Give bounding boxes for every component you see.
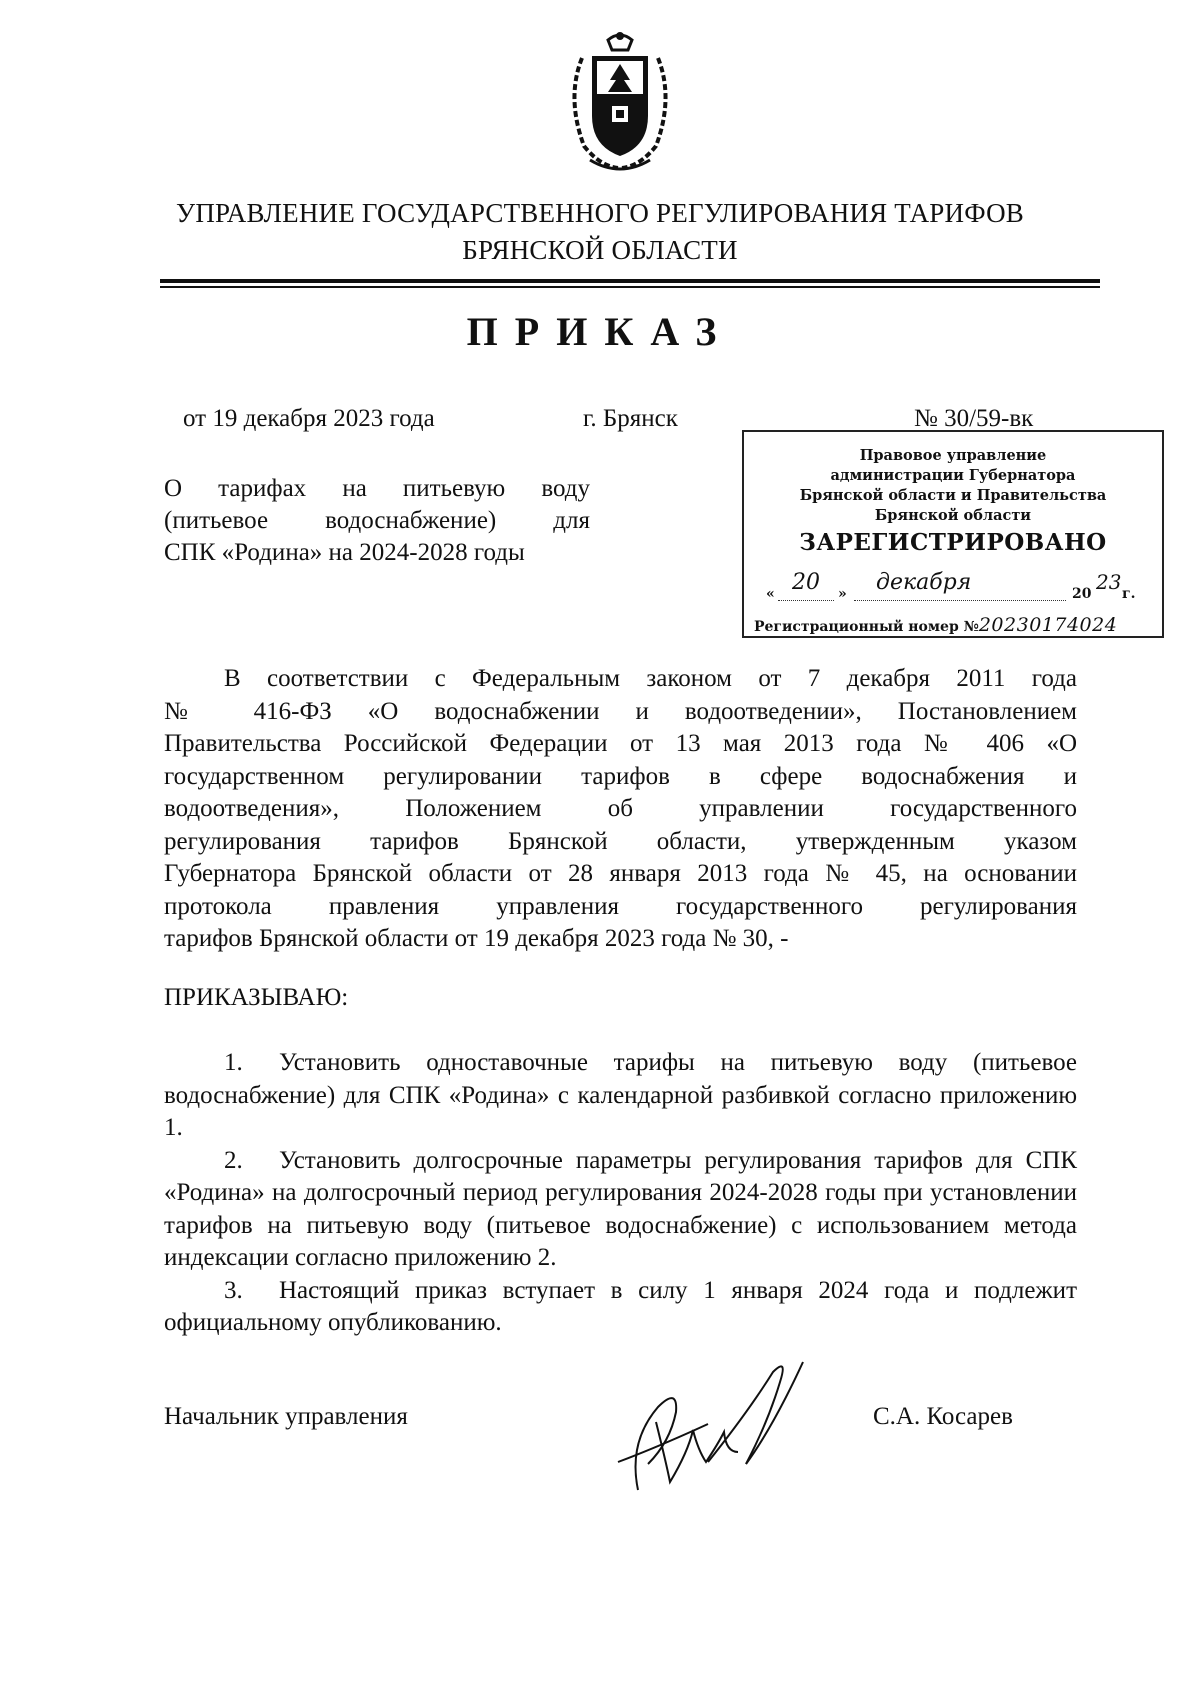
header-divider-thin bbox=[160, 286, 1100, 288]
stamp-date-row bbox=[766, 570, 1156, 606]
document-number: № 30/59-вк bbox=[914, 405, 1034, 432]
document-date: от 19 декабря 2023 года bbox=[183, 405, 435, 432]
preamble-line: Губернатора Брянской области от 28 января 2013 года № 45, на основании bbox=[164, 860, 1077, 887]
preamble-line: В соответствии с Федеральным законом от 7 декабря 2011 года bbox=[224, 665, 1077, 692]
order-item bbox=[164, 1145, 1077, 1275]
stamp-status: ЗАРЕГИСТРИРОВАНО bbox=[799, 529, 1107, 556]
organization-name-line2: БРЯНСКОЙ ОБЛАСТИ bbox=[462, 235, 738, 265]
quote-mark: « bbox=[766, 586, 775, 602]
document-subject bbox=[164, 473, 590, 569]
stamp-regnum-label: Регистрационный номер № bbox=[754, 619, 979, 635]
stamp-line: Правовое управление bbox=[859, 447, 1047, 464]
stamp-year-prefix: 20 bbox=[1072, 586, 1092, 602]
stamp-line: Брянской области bbox=[874, 507, 1032, 524]
stamp-line: администрации Губернатора bbox=[830, 467, 1076, 484]
preamble-line: № 416-ФЗ «О водоснабжении и водоотведении», Постановлением bbox=[164, 697, 1077, 725]
order-items bbox=[164, 1047, 1077, 1340]
stamp-year-unit: г. bbox=[1122, 586, 1136, 602]
stamp-year-suffix: 23 bbox=[1096, 570, 1122, 594]
header-divider-thick bbox=[160, 279, 1100, 283]
order-item bbox=[164, 1047, 1077, 1145]
registration-stamp bbox=[742, 430, 1164, 638]
order-item-text: Настоящий приказ вступает в силу 1 января 2024 года и подлежит официальному опубликованию. bbox=[164, 1276, 1077, 1336]
stamp-month: декабря bbox=[876, 570, 972, 595]
organization-name-line1: УПРАВЛЕНИЕ ГОСУДАРСТВЕННОГО РЕГУЛИРОВАНИЯ ТАРИФОВ bbox=[176, 198, 1024, 228]
preamble-paragraph bbox=[164, 663, 1077, 956]
preamble-line: государственном регулировании тарифов в сфере водоснабжения и bbox=[164, 762, 1077, 790]
document-city: г. Брянск bbox=[583, 405, 678, 432]
order-item-number: 1. bbox=[224, 1049, 243, 1076]
document-title: ПРИКАЗ bbox=[466, 309, 734, 354]
order-item-text: Установить долгосрочные параметры регулирования тарифов для СПК «Родина» на долгосрочный период регулирования 2024-2028 годы при установлении тарифов на питьевую воду (питьевое водоснабжение) с использованием метода индексации согласно приложению 2. bbox=[164, 1146, 1077, 1271]
order-item bbox=[164, 1275, 1077, 1340]
order-item-text: Установить одноставочные тарифы на питьевую воду (питьевое водоснабжение) для СПК «Родина» с календарной разбивкой согласно приложению 1. bbox=[164, 1049, 1077, 1141]
month-dotline bbox=[854, 600, 1066, 601]
stamp-regnum-value: 20230174024 bbox=[978, 614, 1118, 636]
preamble-line: Правительства Российской Федерации от 13 мая 2013 года № 406 «О bbox=[164, 730, 1077, 757]
order-word: ПРИКАЗЫВАЮ: bbox=[164, 984, 349, 1011]
stamp-line: Брянской области и Правительства bbox=[799, 487, 1107, 504]
day-dotline bbox=[778, 600, 834, 601]
preamble-line: тарифов Брянской области от 19 декабря 2023 года № 30, - bbox=[164, 925, 789, 952]
preamble-line: протокола правления управления государственного регулирования bbox=[164, 892, 1077, 920]
stamp-regnum bbox=[754, 614, 1117, 636]
subject-line: СПК «Родина» на 2024-2028 годы bbox=[164, 539, 525, 566]
signatory-position: Начальник управления bbox=[164, 1403, 408, 1430]
quote-mark: » bbox=[838, 586, 847, 602]
subject-line: О тарифах на питьевую воду bbox=[164, 475, 590, 502]
order-item-number: 3. bbox=[224, 1276, 243, 1304]
preamble-line: водоотведения», Положением об управлении государственного bbox=[164, 795, 1077, 822]
subject-line: (питьевое водоснабжение) для bbox=[164, 507, 590, 534]
stamp-day: 20 bbox=[792, 570, 820, 595]
signatory-name: С.А. Косарев bbox=[873, 1403, 1013, 1430]
order-item-number: 2. bbox=[224, 1146, 243, 1174]
handwritten-signature bbox=[598, 1352, 818, 1502]
preamble-line: регулирования тарифов Брянской области, утвержденным указом bbox=[164, 827, 1077, 855]
coat-of-arms-icon bbox=[560, 28, 680, 178]
